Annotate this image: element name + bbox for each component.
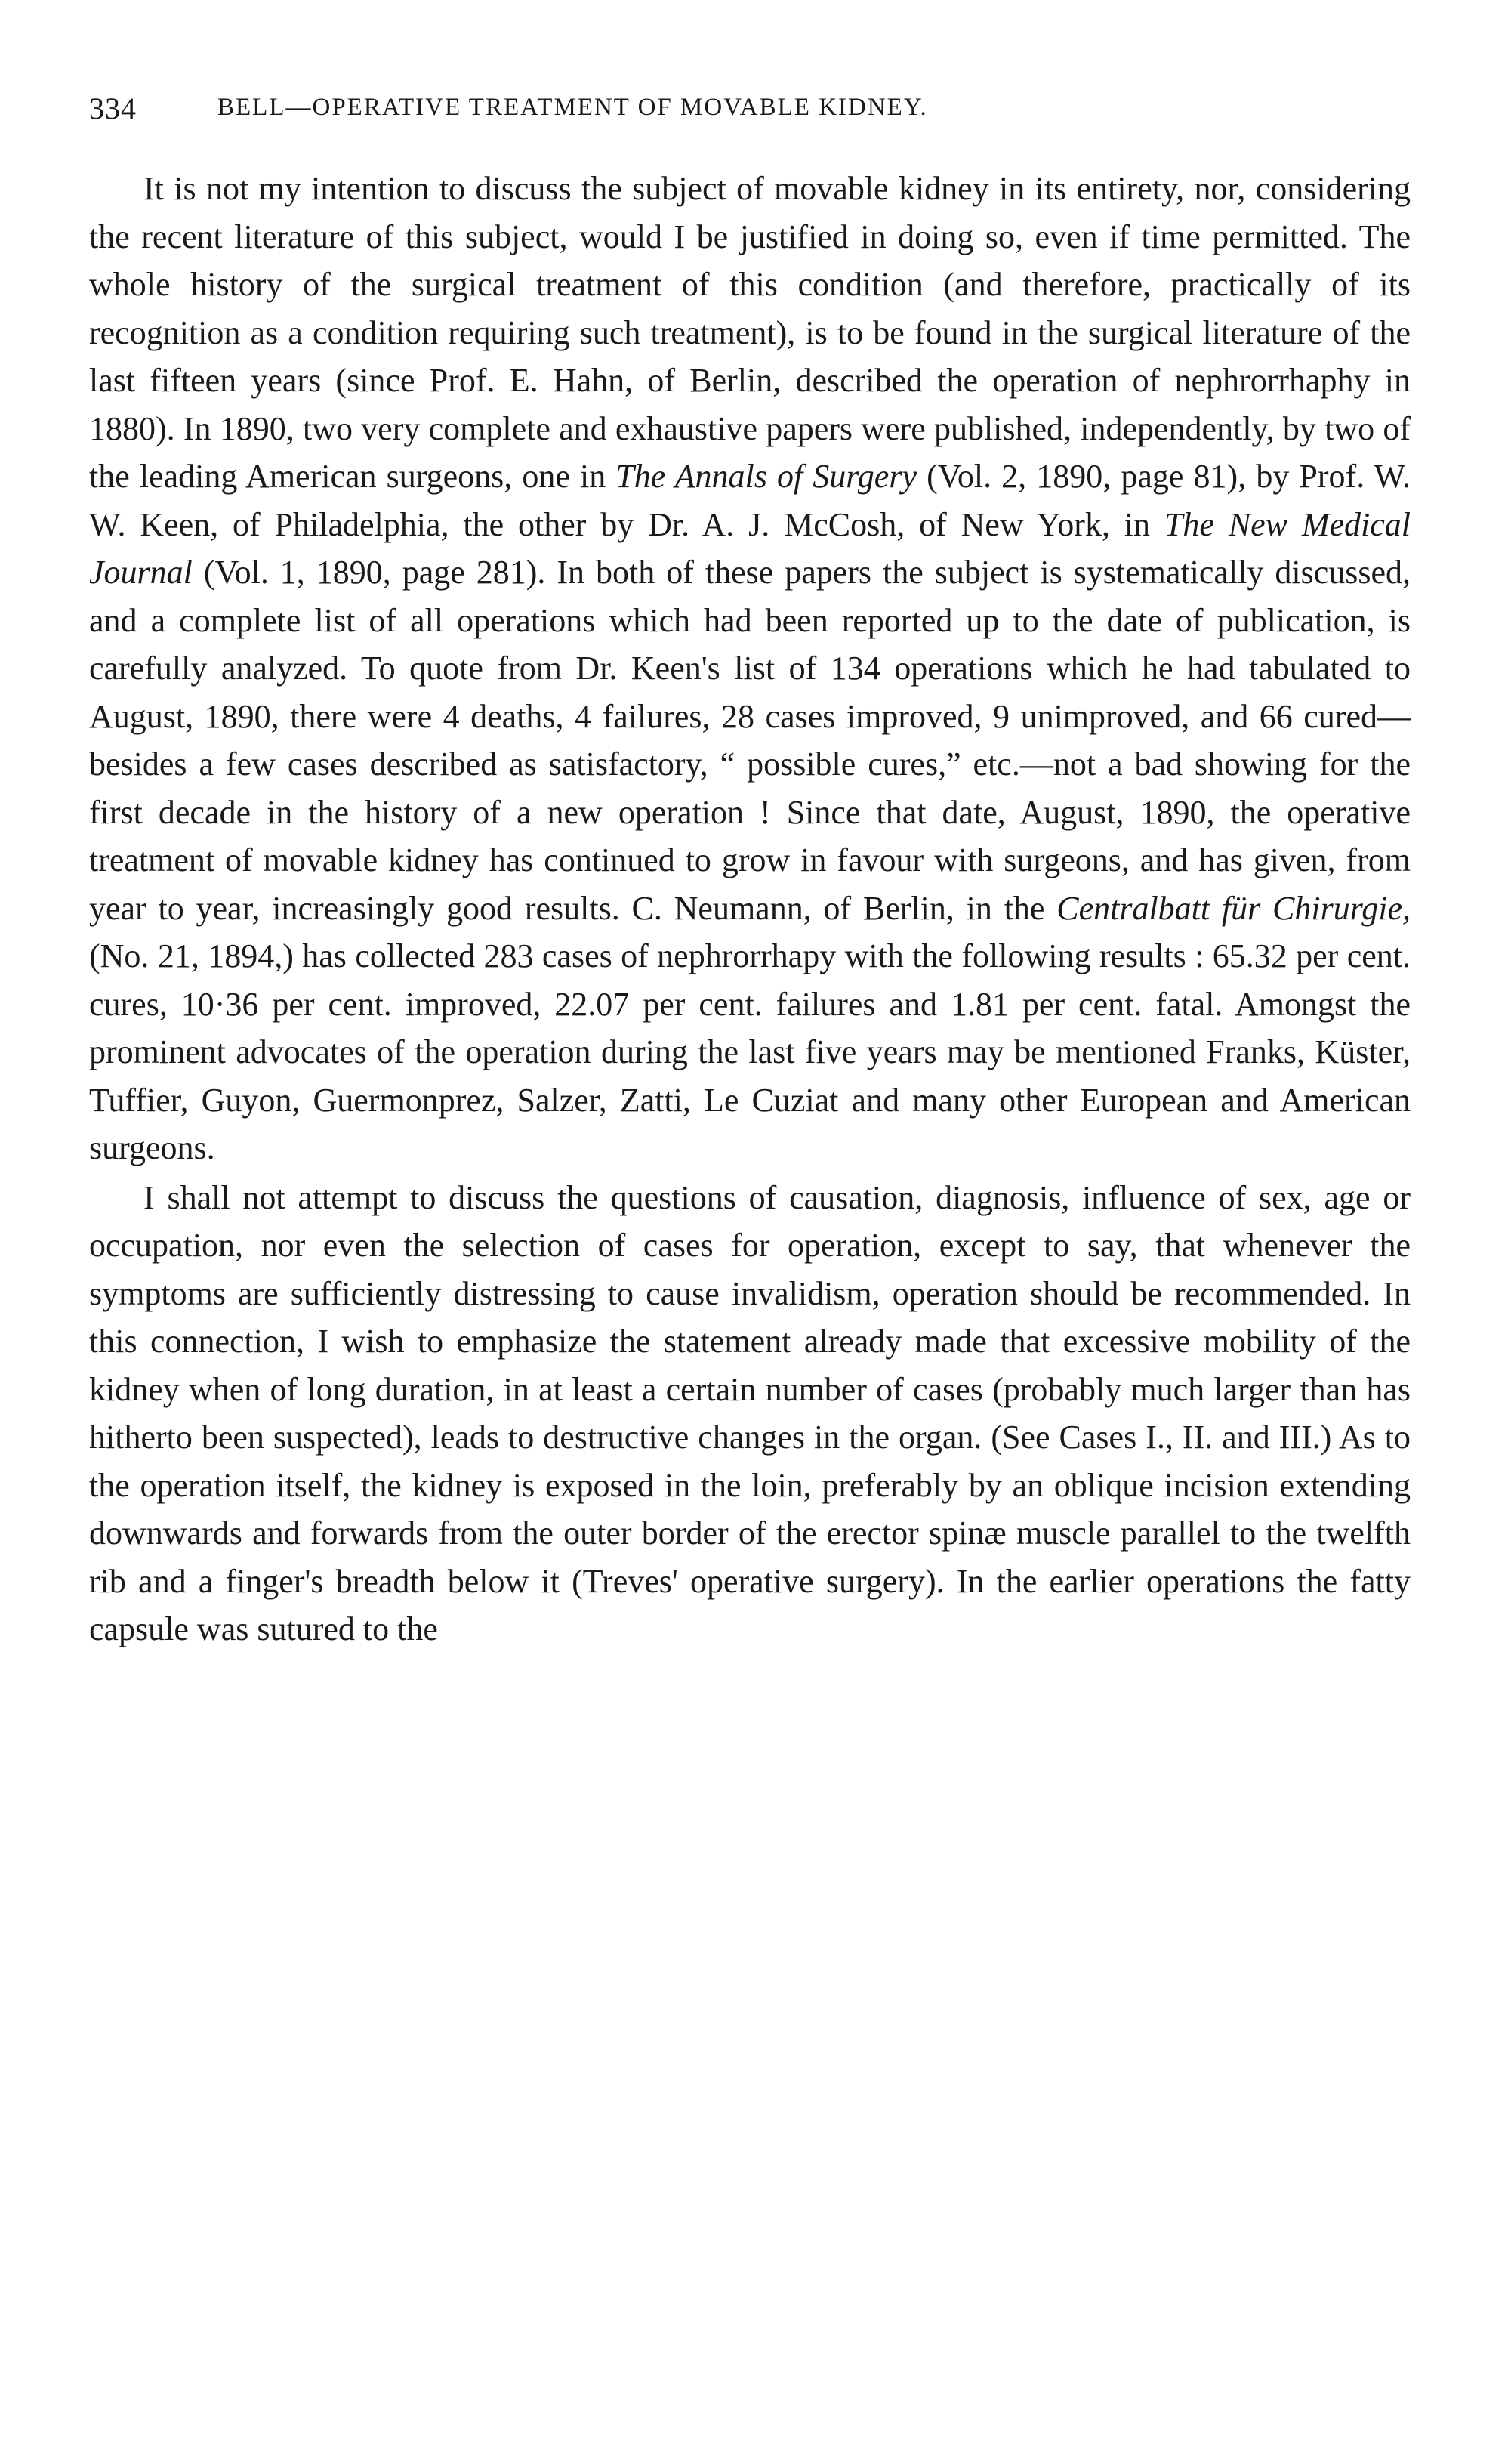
paragraph-1-text: It is not my intention to discuss the subject of movable kidney in its entirety, nor, considering the recent literature of this subject, would I be justified in doing so, even if time permitted. The whole history of the surgical treatment of this condition (and therefore, practically of its recognition as a condition requiring such treatment), is to be found in the surgical literature of the last fifteen years (since Prof. E. Hahn, of Berlin, described the operation of nephrorrhaphy in 1880). In 1890, two very complete and exhaustive papers were published, independently, by two of the leading American surgeons, one in	[89, 170, 1411, 495]
body-paragraph-2	[89, 1174, 1411, 1653]
running-head	[89, 91, 1411, 136]
paragraph-1-text: (No. 21, 1894,) has collected 283 cases of nephrorrhapy with the following results : 65.32 per cent. cures, 10·36 per cent. improved, 22.07 per cent. failures and 1.81 per cent. fatal. Amongst the prominent advocates of the operation during the last five years may be mentioned Franks, Küster, Tuffier, Guyon, Guermonprez, Salzer, Zatti, Le Cuziat and many other European and American surgeons.	[89, 937, 1411, 1166]
book-page	[89, 91, 1411, 1653]
body-paragraph-1	[89, 165, 1411, 1172]
journal-title-annals-of-surgery: The Annals of Surgery	[615, 458, 917, 495]
running-title: BELL—OPERATIVE TREATMENT OF MOVABLE KIDNEY.	[217, 94, 928, 121]
page-number: 334	[89, 91, 137, 125]
journal-title-new-medical-journal: The New Medical Journal	[89, 505, 1411, 591]
paragraph-2-text: I shall not attempt to discuss the questions of causation, diagnosis, influence of sex, age or occupation, nor even the selection of cases for operation, except to say, that whenever the symptoms are sufficiently distressing to cause invalidism, operation should be recommended. In this connection, I wish to emphasize the statement already made that excessive mobility of the kidney when of long duration, in at least a certain number of cases (probably much larger than has hitherto been suspected), leads to destructive changes in the organ. (See Cases I., II. and III.) As to the operation itself, the kidney is exposed in the loin, preferably by an oblique incision extending downwards and forwards from the outer border of the erector spinæ muscle parallel to the twelfth rib and a finger's breadth below it (Treves' operative surgery). In the earlier operations the fatty capsule was sutured to the	[89, 1178, 1411, 1647]
paragraph-1-text: (Vol. 1, 1890, page 281). In both of these papers the subject is systematically discussed, and a complete list of all operations which had been reported up to the date of publication, is carefully analyzed. To quote from Dr. Keen's list of 134 operations which he had tabulated to August, 1890, there were 4 deaths, 4 failures, 28 cases improved, 9 unimproved, and 66 cured—besides a few cases described as satisfactory, “ possible cures,” etc.—not a bad showing for the first decade in the history of a new operation ! Since that date, August, 1890, the operative treatment of movable kidney has continued to grow in favour with surgeons, and has given, from year to year, increasingly good results. C. Neumann, of Berlin, in the	[89, 554, 1411, 927]
paragraph-1-text: (Vol. 2, 1890, page 81), by Prof. W. W. Keen, of Philadelphia, the other by Dr. A. J. McCosh, of New York, in	[89, 458, 1411, 543]
journal-title-centralbatt: Centralbatt für Chirurgie,	[1056, 889, 1411, 927]
